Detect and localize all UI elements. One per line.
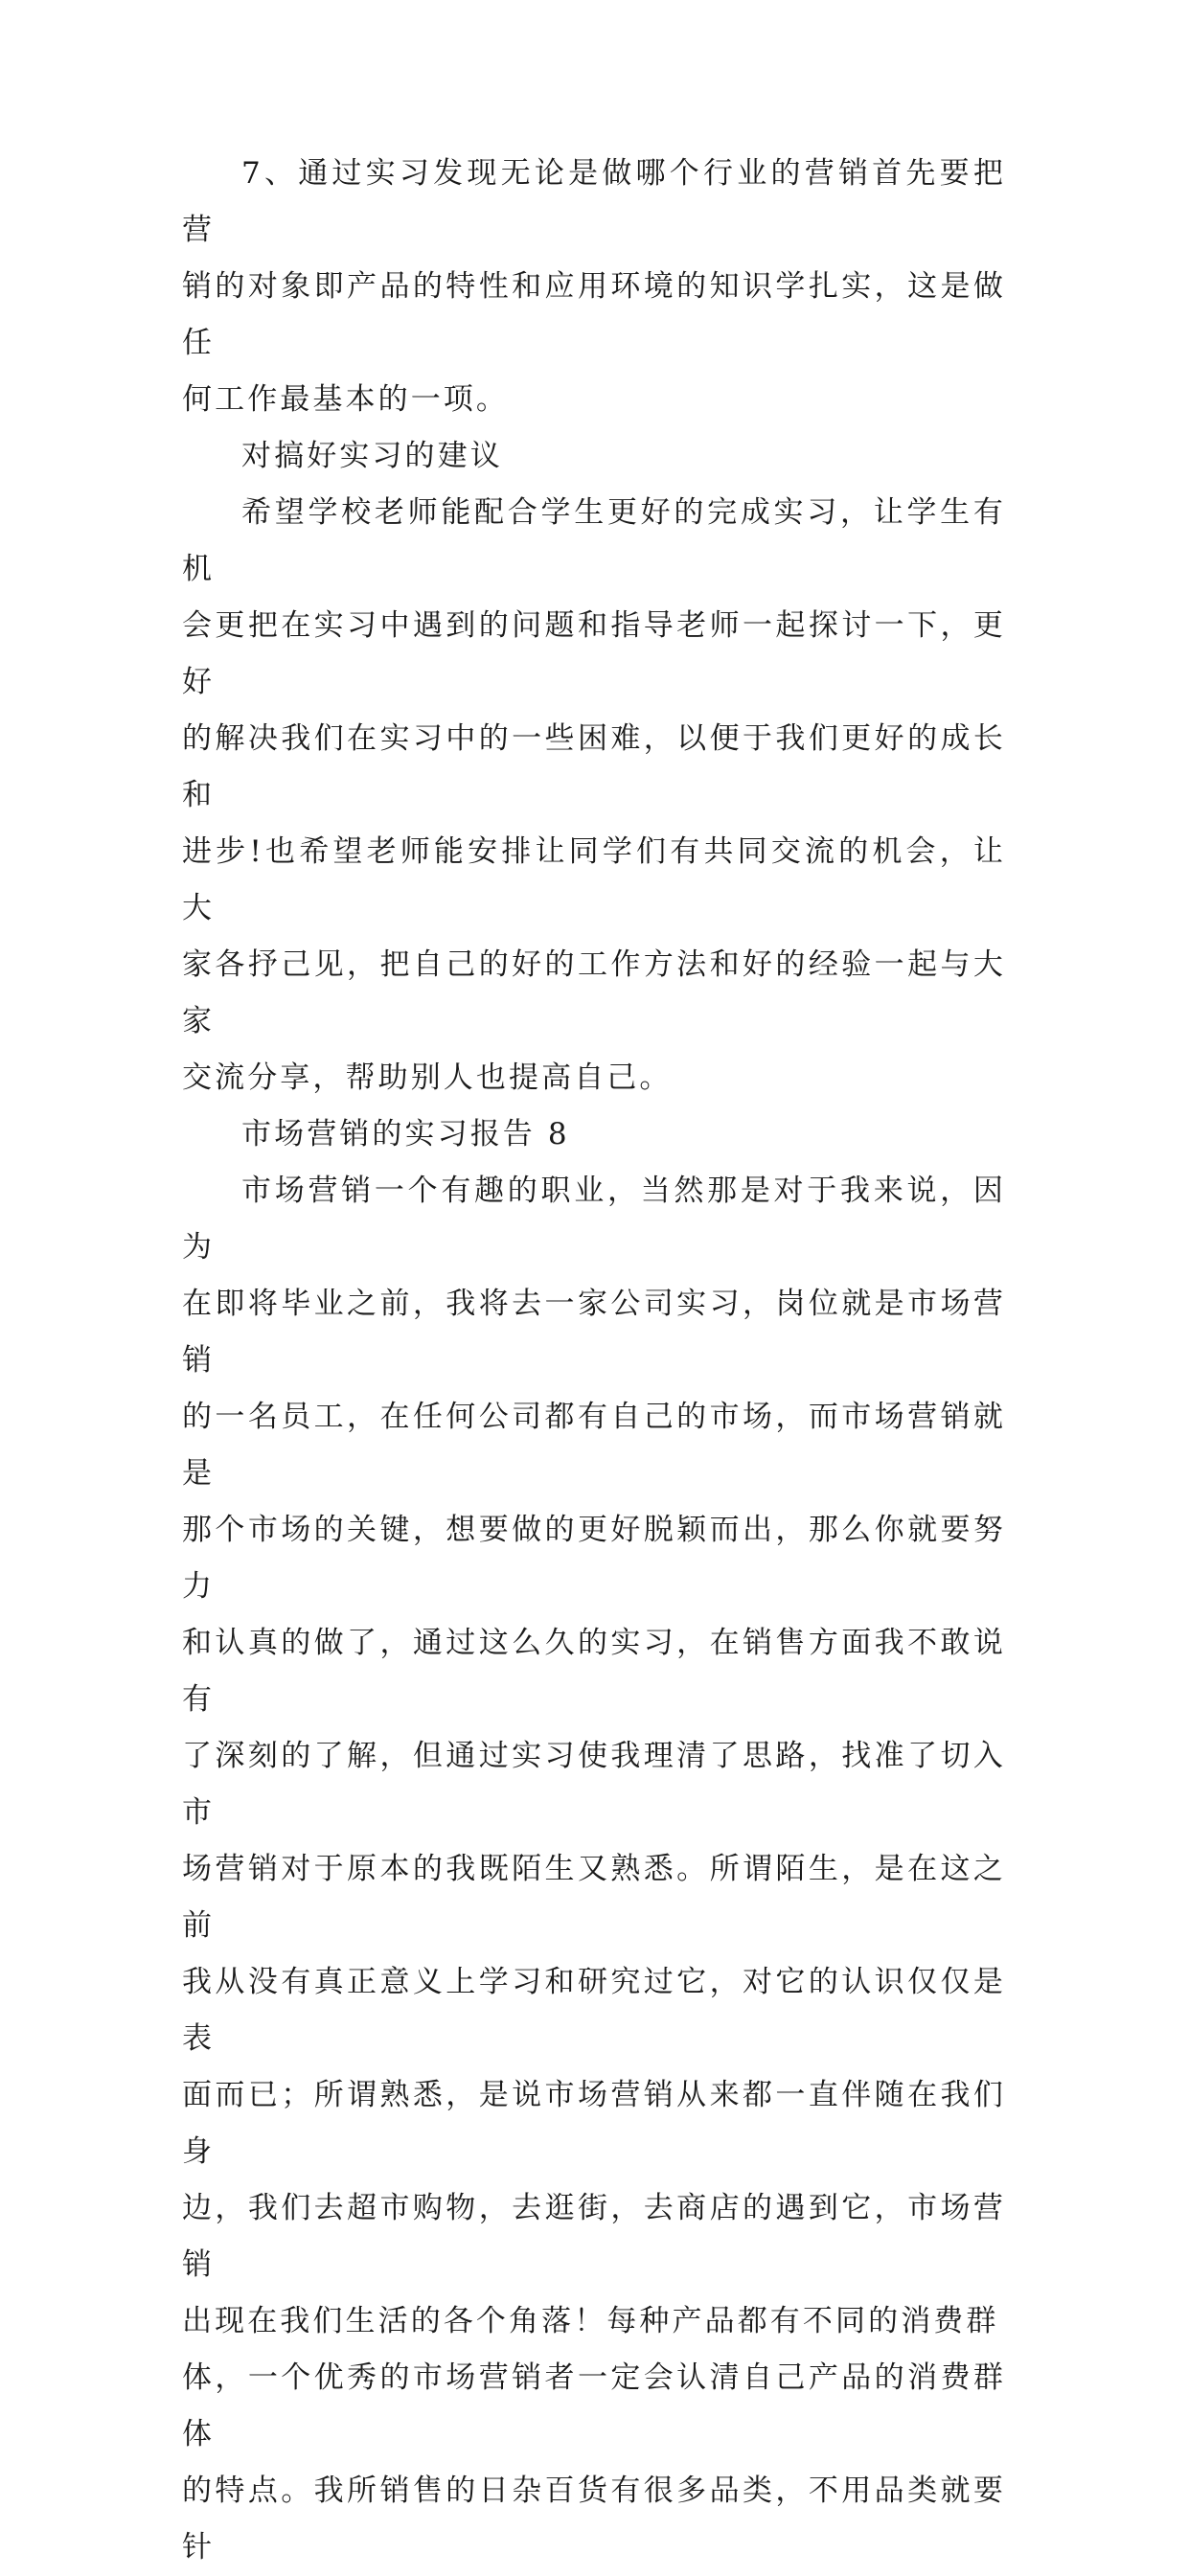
paragraph-report-8-body: 市场营销一个有趣的职业，当然那是对于我来说，因为 在即将毕业之前，我将去一家公司实习，岗位就是市场营销 的一名员工，在任何公司都有自己的市场，而市场营销就是 那个市场的关键，想要做的更好脱颖而出，那么你就要努力 和认真的做了，通过这么久的实习，在销售方面我不敢说有 了深刻的了解，但通过实习使我理清了思路，找准了切入市 场营销对于原本的我既陌生又熟悉。所谓陌生，是在这之前 我从没有真正意义上学习和研究过它，对它的认识仅仅是表 面而已；所谓熟悉，是说市场营销从来都一直伴随在我们身 边，我们去超市购物，去逛街，去商店的遇到它，市场营销 出现在我们生活的各个角落！每种产品都有不同的消费群 体，一个优秀的市场营销者一定会认清自己产品的消费群体 的特点。我所销售的日杂百货有很多品类，不用品类就要针 bbox=[182, 1174, 1006, 2565]
paragraph-point-7: 7、通过实习发现无论是做哪个行业的营销首先要把营 销的对象即产品的特性和应用环境的知识学扎实，这是做任 何工作最基本的一项。 bbox=[182, 156, 1006, 417]
section-heading-suggestions: 对搞好实习的建议 bbox=[241, 439, 503, 473]
paragraph-suggestions: 希望学校老师能配合学生更好的完成实习，让学生有机 会更把在实习中遇到的问题和指导老师一起探讨一下，更好 的解决我们在实习中的一些困难，以便于我们更好的成长和 进步!也希望老师能安排让同学们有共同交流的机会，让大 家各抒己见，把自己的好的工作方法和好的经验一起与大家 交流分享，帮助别人也提高自己。 bbox=[182, 495, 1006, 1095]
section-heading-report-8: 市场营销的实习报告 8 bbox=[241, 1117, 570, 1151]
document-body bbox=[182, 146, 1006, 2576]
